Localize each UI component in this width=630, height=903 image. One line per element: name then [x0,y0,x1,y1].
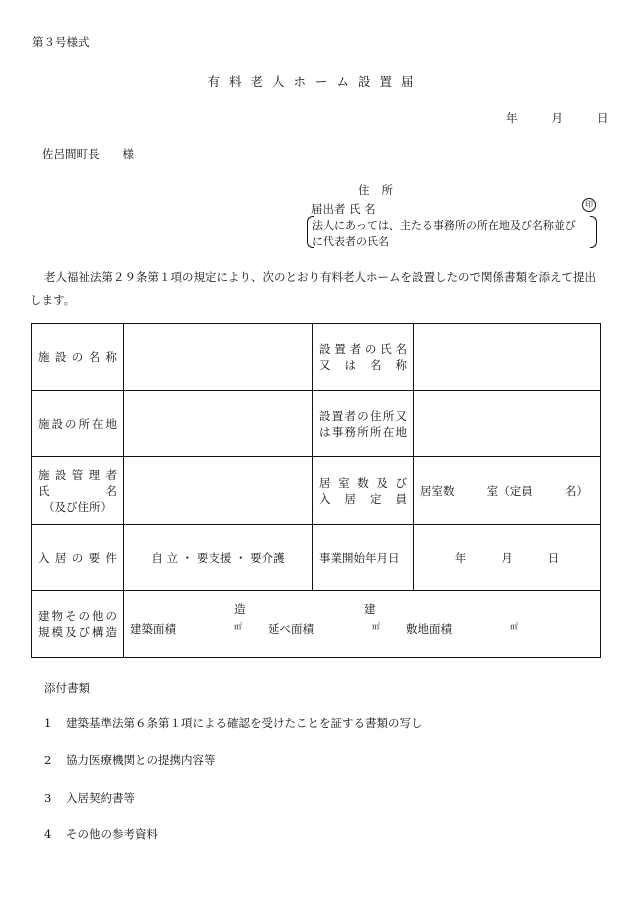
facility-name-label [32,324,124,391]
page-title: 有料老人ホーム設置届 [207,74,423,89]
label-char: 造 [105,625,117,639]
list-item: 2 協力医療機関との提携内容等 [44,753,216,767]
label-char: の [78,609,90,623]
manager-field[interactable] [124,457,313,525]
label-char: 者 [105,467,117,482]
label-char: び [78,625,90,639]
label-char: の [105,609,117,623]
address-label: 住所 [358,183,405,197]
label-char: の [71,350,84,364]
body-text: 老人福祉法第２９条第１項の規定により、次のとおり有料老人ホームを設置したので関係書類を添えて提出します。 [30,270,596,307]
operator-address-field[interactable] [414,391,601,457]
label-char: 地 [105,416,117,431]
facility-name-field[interactable] [124,324,313,391]
label-char: 入 [319,491,331,506]
unit: ㎡ [510,622,518,631]
name-label: 氏 名 [349,202,376,216]
applicant-label: 届出者 [311,202,346,216]
label-char: 理 [88,467,101,482]
site-area-label: 敷地面積 [406,622,452,636]
label-char: 物 [51,609,63,623]
label-char: 及 [376,475,388,490]
label-char: 住 [370,408,382,423]
table-row [32,591,601,658]
label-char: 名 [395,342,407,356]
date-row [506,110,609,126]
label-char: 地 [395,424,407,439]
date-day: 日 [597,111,609,125]
requirements-options[interactable]: 自 立 ・ 要支援 ・ 要介護 [124,525,313,591]
label-char: 規 [38,625,50,639]
label-char: は [344,358,356,372]
label-char: 置 [334,342,346,356]
rooms-field[interactable]: 居室数 室（定員 名） [414,457,601,525]
facility-form-table [31,323,601,658]
label-char: 入 [38,550,50,565]
label-char: 者 [344,408,356,423]
label-char: 設 [54,467,67,482]
label-char: 氏 [380,342,392,356]
requirements-label [32,525,124,591]
start-date-label: 事業開始年月日 [313,525,414,591]
label-char: 数 [357,475,369,490]
label-char: び [395,475,407,490]
label-char: 称 [395,358,407,372]
date-month: 月 [551,111,563,125]
label-text [38,349,117,365]
label-char: 設 [54,350,67,364]
label-char: 室 [338,475,350,490]
label-text [38,550,117,566]
operator-name-label [313,324,414,391]
label-char: 事 [331,424,344,439]
label-text [38,467,117,483]
date-year: 年 [506,111,518,125]
operator-name-field[interactable] [414,324,601,391]
label-char: 又 [319,358,331,372]
label-char: 設 [51,416,63,431]
label-char: 要 [88,550,101,565]
label-char: 定 [370,491,382,506]
label-char: 施 [38,467,50,482]
label-text [319,408,407,424]
addressee: 佐呂間町長 様 [42,147,134,161]
form-number: 第３号様式 [32,35,90,49]
structure-a: 造 [234,602,246,616]
start-date-field[interactable]: 年 月 日 [414,525,601,591]
label-char: 在 [92,416,104,431]
label-char: 設 [319,342,331,356]
applicant-note-line2: に代表者の氏名 [312,235,389,248]
label-text [38,608,117,624]
label-text [319,475,407,491]
label-char: 称 [105,350,117,364]
label-char: 所 [78,416,90,431]
label-char: 居 [344,491,356,506]
label-text [319,424,407,440]
facility-location-field[interactable] [124,391,313,457]
label-char: 件 [105,550,117,565]
label-char: 名 [370,358,382,372]
label-char: の [364,342,377,356]
table-row [32,457,601,525]
applicant-note-line1: 法人にあっては、主たる事務所の所在地及び名称並び [312,219,576,232]
label-char: 及 [65,625,77,639]
label-char: 在 [382,424,395,439]
label-char: の [71,550,84,565]
operator-address-label [313,391,414,457]
list-item: 3 入居契約書等 [44,791,135,805]
building-label [32,591,124,658]
table-row [32,525,601,591]
label-char: そ [65,609,77,623]
label-char: 所 [357,424,369,439]
label-char: 建 [38,609,50,623]
unit: ㎡ [234,622,242,631]
label-char: 所 [370,424,382,439]
label-char: 施 [38,416,50,431]
rooms-label [313,457,414,525]
floor-area-label: 延べ面積 [268,622,314,636]
label-char: 管 [71,467,84,482]
seal-mark: 印 [582,198,596,212]
label-char: 員 [395,491,407,506]
label-char: 務 [344,424,356,439]
label-text [319,341,407,357]
list-item: 1 建築基準法第６条第１項による確認を受けたことを証する書類の写し [44,716,423,730]
list-item: 4 その他の参考資料 [44,827,158,841]
table-row [32,391,601,457]
label-char: 居 [54,550,67,565]
label-text [319,357,407,373]
label-char: 居 [319,475,331,490]
unit: ㎡ [372,622,380,631]
label-char: 又 [395,408,407,423]
building-area-label: 建築面積 [130,622,176,636]
label-char: 他 [92,609,104,623]
label-char: の [65,416,77,431]
label-text [38,624,117,640]
label-char: 施 [38,350,50,364]
label-char: 設 [319,408,331,423]
facility-location-label [32,391,124,457]
label-text [38,416,117,432]
label-char: 所 [382,408,395,423]
table-row [32,324,601,391]
structure-b: 建 [364,602,376,616]
building-field[interactable] [124,591,601,658]
label-char: 置 [331,408,344,423]
label-char: は [319,424,331,439]
label-char: の [357,408,369,423]
label-char: 名 [88,350,101,364]
label-char: 模 [51,625,63,639]
label-char: 構 [92,625,104,639]
attachments-title: 添付書類 [44,681,90,695]
manager-label: 施 設 管 理 者 氏 名 （及び住所） [32,457,124,525]
label-text [319,491,407,507]
label-char: 者 [349,342,362,356]
